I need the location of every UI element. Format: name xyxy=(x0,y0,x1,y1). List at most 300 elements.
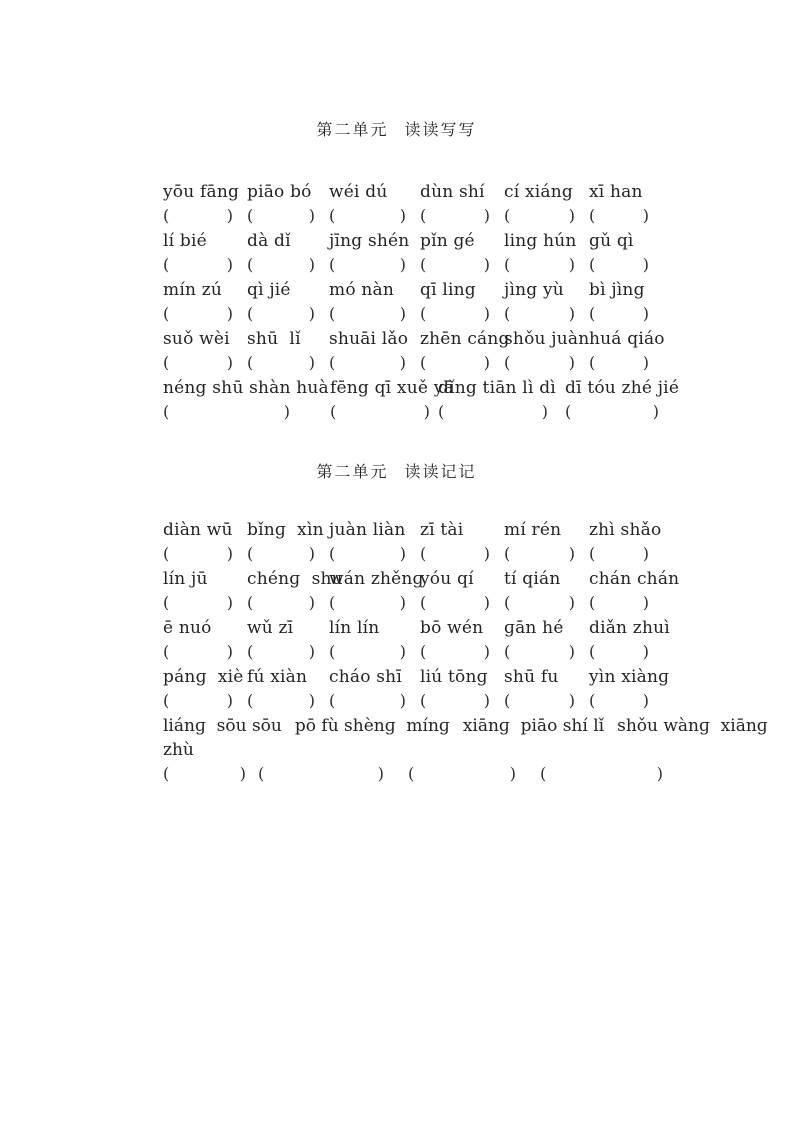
word-slot xyxy=(163,665,247,713)
pinyin-phrase: xiānɡ piāo shí lǐ xyxy=(462,716,605,736)
word-slot xyxy=(420,180,504,228)
answer-parens xyxy=(438,400,565,424)
word-slot xyxy=(589,616,670,664)
paren-close: ) xyxy=(308,691,315,710)
section-read-write xyxy=(0,120,793,425)
paren-close: ) xyxy=(568,691,575,710)
word-slot xyxy=(504,518,589,566)
answer-parens xyxy=(540,762,665,786)
answer-parens xyxy=(329,253,420,277)
answer-parens xyxy=(163,640,247,664)
answer-parens xyxy=(589,591,663,615)
section-title-unit: 第二单元 xyxy=(316,462,389,481)
word-slot xyxy=(589,180,663,228)
pinyin-word: chán chán xyxy=(589,569,680,589)
paren-close: ) xyxy=(308,642,315,661)
paren-open: ( xyxy=(247,206,254,225)
answer-parens xyxy=(504,689,589,713)
word-slot xyxy=(329,229,420,277)
word-row xyxy=(163,229,665,277)
answer-parens xyxy=(247,640,329,664)
answer-parens xyxy=(247,204,329,228)
section-title-name: 读读记记 xyxy=(404,462,477,481)
answer-parens xyxy=(408,762,540,786)
paren-close: ) xyxy=(642,642,649,661)
answer-parens xyxy=(589,640,663,664)
pinyin-phrase: dǐng tiān lì dì xyxy=(438,378,556,398)
paren-slot xyxy=(163,762,258,786)
paren-close: ) xyxy=(652,402,659,421)
answer-parens xyxy=(247,302,329,326)
paren-open: ( xyxy=(247,304,254,323)
pinyin-word: diàn wū xyxy=(163,520,233,540)
word-slot xyxy=(420,616,504,664)
paren-open: ( xyxy=(589,304,596,323)
answer-parens xyxy=(163,689,247,713)
paren-close: ) xyxy=(483,593,490,612)
pinyin-word: diǎn zhuì xyxy=(589,618,670,638)
paren-open: ( xyxy=(504,206,511,225)
word-slot xyxy=(420,327,510,375)
word-slot xyxy=(329,616,420,664)
answer-parens xyxy=(589,542,663,566)
answer-parens xyxy=(504,640,589,664)
answer-parens xyxy=(163,253,247,277)
pinyin-word: qī ling xyxy=(420,280,476,300)
paren-open: ( xyxy=(163,353,170,372)
word-slot xyxy=(247,327,329,375)
paren-close: ) xyxy=(483,304,490,323)
paren-open: ( xyxy=(163,642,170,661)
answer-parens xyxy=(420,542,504,566)
paren-close: ) xyxy=(283,402,290,421)
answer-parens xyxy=(589,204,663,228)
paren-open: ( xyxy=(504,691,511,710)
word-slot xyxy=(420,567,504,615)
answer-parens xyxy=(247,351,329,375)
pinyin-word: lín jū xyxy=(163,569,208,589)
answer-parens xyxy=(589,253,663,277)
paren-close: ) xyxy=(308,593,315,612)
paren-close: ) xyxy=(483,642,490,661)
word-row xyxy=(163,567,680,615)
answer-parens xyxy=(329,351,420,375)
pinyin-word: tí qián xyxy=(504,569,561,589)
paren-open: ( xyxy=(504,593,511,612)
pinyin-word: zī tài xyxy=(420,520,464,540)
paren-close: ) xyxy=(308,206,315,225)
paren-open: ( xyxy=(565,402,572,421)
word-slot xyxy=(247,278,329,326)
paren-open: ( xyxy=(163,206,170,225)
pinyin-word: bì jìng xyxy=(589,280,645,300)
pinyin-word: pǐn gé xyxy=(420,231,475,251)
paren-open: ( xyxy=(163,304,170,323)
answer-parens xyxy=(329,591,420,615)
word-slot xyxy=(589,665,670,713)
word-slot xyxy=(247,665,329,713)
paren-open: ( xyxy=(247,255,254,274)
pinyin-word: suǒ wèi xyxy=(163,329,230,349)
word-slot xyxy=(329,567,424,615)
answer-parens xyxy=(329,689,420,713)
paren-open: ( xyxy=(504,255,511,274)
answer-parens xyxy=(504,302,589,326)
pinyin-phrase: dī tóu zhé jié xyxy=(565,378,680,398)
paren-close: ) xyxy=(483,691,490,710)
paren-slot xyxy=(258,762,408,786)
word-row xyxy=(163,518,665,566)
paren-close: ) xyxy=(642,691,649,710)
paren-open: ( xyxy=(247,691,254,710)
paren-open: ( xyxy=(540,764,547,783)
pinyin-word: qì jié xyxy=(247,280,291,300)
answer-parens xyxy=(420,689,504,713)
paren-open: ( xyxy=(420,544,427,563)
paren-close: ) xyxy=(239,764,246,783)
pinyin-word: shū lǐ xyxy=(247,329,301,349)
pinyin-word: shǒu juàn xyxy=(504,329,590,349)
answer-parens xyxy=(504,253,589,277)
paren-close: ) xyxy=(226,593,233,612)
word-slot xyxy=(247,567,343,615)
paren-open: ( xyxy=(589,544,596,563)
word-slot xyxy=(329,180,420,228)
word-slot xyxy=(329,327,420,375)
pinyin-word: huá qiáo xyxy=(589,329,665,349)
pinyin-word: yóu qí xyxy=(420,569,474,589)
paren-close: ) xyxy=(642,255,649,274)
pinyin-word: jīng shén xyxy=(329,231,410,251)
paren-close: ) xyxy=(568,593,575,612)
paren-open: ( xyxy=(329,304,336,323)
pinyin-word: mí rén xyxy=(504,520,562,540)
pinyin-word: wéi dú xyxy=(329,182,388,202)
paren-open: ( xyxy=(163,764,170,783)
pinyin-word: chénɡ shu xyxy=(247,569,343,589)
pinyin-word: juàn liàn xyxy=(329,520,406,540)
paren-open: ( xyxy=(329,353,336,372)
paren-slot xyxy=(408,762,540,786)
paren-open: ( xyxy=(420,593,427,612)
pinyin-word: zhēn cáng xyxy=(420,329,510,349)
pinyin-word: dùn shí xyxy=(420,182,485,202)
section-title-unit: 第二单元 xyxy=(316,120,389,139)
answer-parens xyxy=(420,253,504,277)
paren-open: ( xyxy=(438,402,445,421)
answer-parens xyxy=(163,542,247,566)
pinyin-word: mín zú xyxy=(163,280,223,300)
paren-open: ( xyxy=(247,642,254,661)
paren-open: ( xyxy=(420,642,427,661)
paren-open: ( xyxy=(420,691,427,710)
pinyin-word: liú tōnɡ xyxy=(420,667,488,687)
pinyin-word: lí bié xyxy=(163,231,207,251)
word-slot xyxy=(589,278,663,326)
pinyin-word: mó nàn xyxy=(329,280,394,300)
answer-parens xyxy=(329,302,420,326)
word-slot xyxy=(589,518,663,566)
pinyin-word: yōu fāng xyxy=(163,182,240,202)
word-slot xyxy=(589,567,680,615)
word-slot xyxy=(504,229,589,277)
paren-close: ) xyxy=(308,304,315,323)
word-slot xyxy=(420,229,504,277)
paren-close: ) xyxy=(226,691,233,710)
word-slot xyxy=(589,229,663,277)
paren-open: ( xyxy=(420,304,427,323)
paren-open: ( xyxy=(247,353,254,372)
paren-open: ( xyxy=(420,255,427,274)
answer-parens xyxy=(329,204,420,228)
paren-close: ) xyxy=(568,642,575,661)
pinyin-phrase: pō fù shènɡ mínɡ xyxy=(294,716,450,736)
pinyin-phrase: néng shū shàn huà xyxy=(163,378,329,398)
paren-open: ( xyxy=(504,544,511,563)
answer-parens xyxy=(163,400,330,424)
paren-open: ( xyxy=(329,544,336,563)
paren-open: ( xyxy=(420,353,427,372)
paren-close: ) xyxy=(226,206,233,225)
paren-open: ( xyxy=(329,691,336,710)
paren-close: ) xyxy=(483,353,490,372)
paren-close: ) xyxy=(568,206,575,225)
paren-close: ) xyxy=(656,764,663,783)
paren-close: ) xyxy=(399,206,406,225)
answer-parens xyxy=(589,302,663,326)
word-slot xyxy=(504,327,589,375)
paren-close: ) xyxy=(399,353,406,372)
paren-open: ( xyxy=(504,353,511,372)
word-slot xyxy=(504,616,589,664)
answer-parens xyxy=(420,302,504,326)
pinyin-word: pánɡ xiè xyxy=(163,667,244,687)
pinyin-word: wán zhěnɡ xyxy=(329,569,424,589)
paren-close: ) xyxy=(483,255,490,274)
paren-open: ( xyxy=(330,402,337,421)
paren-close: ) xyxy=(568,353,575,372)
paren-open: ( xyxy=(329,206,336,225)
paren-close: ) xyxy=(483,544,490,563)
paren-open: ( xyxy=(589,206,596,225)
answer-parens xyxy=(420,640,504,664)
answer-parens xyxy=(329,640,420,664)
paren-close: ) xyxy=(423,402,430,421)
paren-open: ( xyxy=(589,691,596,710)
pinyin-word: cháo shī xyxy=(329,667,402,687)
paren-close: ) xyxy=(226,255,233,274)
answer-parens xyxy=(247,689,329,713)
word-slot xyxy=(420,278,504,326)
paren-close: ) xyxy=(226,353,233,372)
word-slot xyxy=(247,518,329,566)
paren-open: ( xyxy=(247,544,254,563)
word-row xyxy=(163,278,665,326)
paren-open: ( xyxy=(504,642,511,661)
paren-open: ( xyxy=(329,593,336,612)
pinyin-phrase: fēng qī xuě yā xyxy=(330,378,454,398)
paren-close: ) xyxy=(642,353,649,372)
answer-parens xyxy=(258,762,408,786)
answer-parens xyxy=(163,204,247,228)
section-title xyxy=(0,120,793,140)
pinyin-word: bǐnɡ xìn xyxy=(247,520,324,540)
paren-close: ) xyxy=(308,255,315,274)
word-slot xyxy=(504,567,589,615)
answer-parens xyxy=(163,351,247,375)
word-slot xyxy=(504,665,589,713)
paren-close: ) xyxy=(568,255,575,274)
pinyin-word: ɡān hé xyxy=(504,618,564,638)
answer-parens xyxy=(163,302,247,326)
answer-paren-row xyxy=(163,762,665,786)
paren-open: ( xyxy=(163,691,170,710)
word-row xyxy=(163,616,670,664)
pinyin-phrase: shǒu wànɡ xiānɡ xyxy=(617,716,768,736)
word-slot xyxy=(163,327,247,375)
word-slot xyxy=(163,180,247,228)
paren-close: ) xyxy=(642,206,649,225)
word-slot xyxy=(247,229,329,277)
phrase-row xyxy=(163,376,680,424)
pinyin-word: fú xiàn xyxy=(247,667,308,687)
word-slot xyxy=(329,518,420,566)
answer-parens xyxy=(247,253,329,277)
paren-close: ) xyxy=(399,593,406,612)
pinyin-word: ling hún xyxy=(504,231,577,251)
pinyin-phrase-tail: zhù xyxy=(163,740,194,760)
paren-close: ) xyxy=(399,691,406,710)
paren-open: ( xyxy=(504,304,511,323)
pinyin-word: lín lín xyxy=(329,618,380,638)
word-slot xyxy=(247,180,329,228)
paren-open: ( xyxy=(329,255,336,274)
paren-open: ( xyxy=(247,593,254,612)
paren-close: ) xyxy=(483,206,490,225)
answer-parens xyxy=(163,762,258,786)
paren-close: ) xyxy=(377,764,384,783)
answer-parens xyxy=(247,542,329,566)
paren-close: ) xyxy=(642,544,649,563)
paren-close: ) xyxy=(399,255,406,274)
word-slot xyxy=(163,518,247,566)
paren-open: ( xyxy=(589,642,596,661)
paren-close: ) xyxy=(399,544,406,563)
paren-close: ) xyxy=(399,304,406,323)
paren-slot xyxy=(540,762,665,786)
word-slot xyxy=(420,518,504,566)
pinyin-word: shuāi lǎo xyxy=(329,329,409,349)
section-read-remember xyxy=(0,462,793,787)
answer-parens xyxy=(504,351,589,375)
phrase-slot xyxy=(330,376,454,424)
answer-parens xyxy=(504,591,589,615)
paren-close: ) xyxy=(226,642,233,661)
paren-close: ) xyxy=(308,353,315,372)
paren-open: ( xyxy=(589,353,596,372)
paren-close: ) xyxy=(226,544,233,563)
answer-parens xyxy=(163,591,247,615)
paren-close: ) xyxy=(308,544,315,563)
word-grid xyxy=(163,180,680,424)
paren-open: ( xyxy=(420,206,427,225)
pinyin-word: piāo bó xyxy=(247,182,312,202)
pinyin-word: dà dǐ xyxy=(247,231,291,251)
word-slot xyxy=(329,665,420,713)
answer-parens xyxy=(589,689,663,713)
answer-parens xyxy=(420,591,504,615)
word-slot xyxy=(504,180,589,228)
pinyin-word: xī han xyxy=(589,182,643,202)
paren-close: ) xyxy=(399,642,406,661)
pinyin-word: jìng yù xyxy=(504,280,564,300)
word-slot xyxy=(589,327,663,375)
word-row xyxy=(163,327,665,375)
answer-parens xyxy=(420,204,504,228)
phrase-slot xyxy=(438,376,565,424)
paren-open: ( xyxy=(163,544,170,563)
word-grid xyxy=(163,518,768,786)
phrase-line xyxy=(163,714,768,738)
pinyin-word: ē nuó xyxy=(163,618,212,638)
paren-open: ( xyxy=(163,593,170,612)
answer-parens xyxy=(504,542,589,566)
pinyin-word: bō wén xyxy=(420,618,484,638)
pinyin-phrase: liánɡ sōu sōu xyxy=(163,716,282,736)
word-slot xyxy=(247,616,329,664)
pinyin-word: zhì shǎo xyxy=(589,520,662,540)
answer-parens xyxy=(330,400,438,424)
paren-open: ( xyxy=(589,255,596,274)
word-slot xyxy=(329,278,420,326)
paren-open: ( xyxy=(589,593,596,612)
word-slot xyxy=(163,229,247,277)
pinyin-word: wǔ zī xyxy=(247,618,294,638)
paren-close: ) xyxy=(568,544,575,563)
answer-parens xyxy=(329,542,420,566)
paren-close: ) xyxy=(642,593,649,612)
section-title xyxy=(0,462,793,482)
pinyin-word: shū fu xyxy=(504,667,559,687)
answer-parens xyxy=(504,204,589,228)
word-slot xyxy=(163,278,247,326)
pinyin-word: yìn xiànɡ xyxy=(589,667,670,687)
paren-open: ( xyxy=(329,642,336,661)
pinyin-word: gǔ qì xyxy=(589,231,634,251)
phrase-slot xyxy=(163,376,330,424)
paren-close: ) xyxy=(509,764,516,783)
section-title-name: 读读写写 xyxy=(404,120,477,139)
word-row xyxy=(163,665,670,713)
word-row xyxy=(163,180,665,228)
paren-close: ) xyxy=(226,304,233,323)
paren-close: ) xyxy=(568,304,575,323)
paren-open: ( xyxy=(163,402,170,421)
paren-open: ( xyxy=(163,255,170,274)
answer-parens xyxy=(247,591,329,615)
word-slot xyxy=(420,665,504,713)
paren-open: ( xyxy=(258,764,265,783)
answer-parens xyxy=(565,400,663,424)
answer-parens xyxy=(589,351,663,375)
word-slot xyxy=(163,567,247,615)
word-slot xyxy=(504,278,589,326)
word-slot xyxy=(163,616,247,664)
paren-close: ) xyxy=(541,402,548,421)
pinyin-word: cí xiáng xyxy=(504,182,573,202)
paren-open: ( xyxy=(408,764,415,783)
phrase-slot xyxy=(565,376,680,424)
